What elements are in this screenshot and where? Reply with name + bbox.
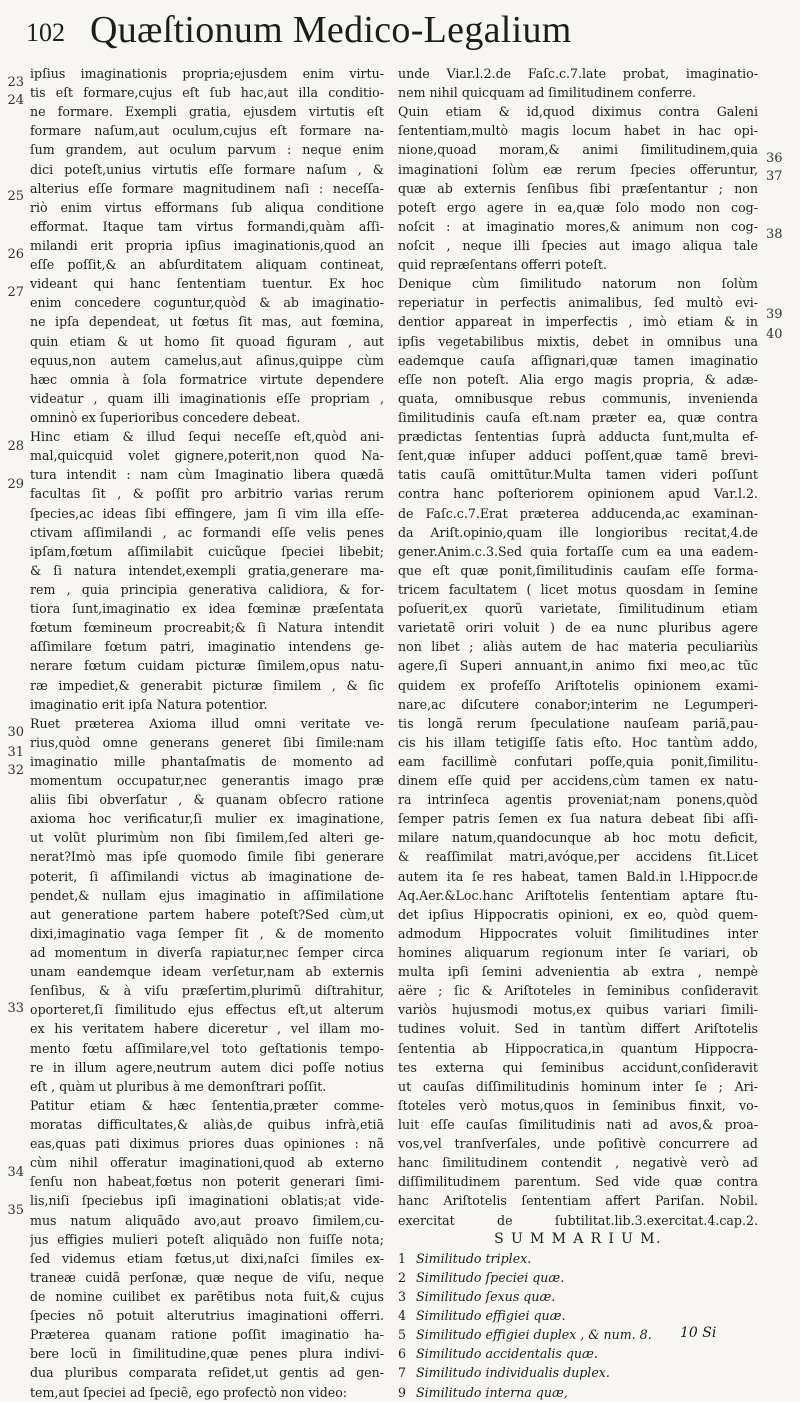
text-line: unde Viar.l.2.de Faſc.c.7.late probat, imaginatio- bbox=[398, 66, 758, 81]
text-line: ipſis vegetabilibus mixtis, debet in omnibus una bbox=[398, 333, 758, 349]
summary-heading: S U M M A R I U M. bbox=[494, 1230, 662, 1247]
summary-item bbox=[398, 1344, 758, 1363]
text-line: & reaſſimilat matri,avóque,per accidens ſit.Licet bbox=[398, 849, 758, 865]
text-line: quin etiam & ut homo ſit quoad figuram , aut bbox=[30, 333, 384, 349]
text-line: facultas ſit , & poſſit pro arbitrio varias rerum bbox=[30, 486, 384, 502]
text-line: luit eſſe cauſas ſimilitudinis nati ad avos,& proa- bbox=[398, 1117, 758, 1133]
text-line: quid repræſentans offerri poteſt. bbox=[398, 257, 607, 273]
text-line: Præterea quanam ratione poſſit imaginatio ha- bbox=[30, 1327, 384, 1343]
text-line: ſententia ab Hippocratica,in quantum Hippocra- bbox=[398, 1040, 758, 1056]
text-line: axioma hoc verificatur,ſi mulier ex imaginatione, bbox=[30, 811, 384, 827]
text-line: ſpecies nõ potuit alterutrius imaginationi offerri. bbox=[30, 1308, 384, 1324]
text-line: aëre ; ſic & Ariſtoteles in ſeminibus conſideravit bbox=[398, 983, 758, 999]
text-line: traneæ cuidã perſonæ, quæ neque de viſu, neque bbox=[30, 1269, 384, 1285]
text-line: tes externa qui ſeminibus accidunt,conſideravit bbox=[398, 1059, 758, 1075]
text-line: ſent,quæ inſuper adduci poſſent,quæ tamẽ brevi- bbox=[398, 448, 758, 464]
summary-item-number: 4 bbox=[398, 1308, 407, 1324]
text-line: imaginatio erit ipſa Natura potentior. bbox=[30, 696, 268, 712]
margin-number: 33 bbox=[7, 1001, 24, 1016]
text-line: nione,quoad moram,& animi ſimilitudinem,quia bbox=[398, 142, 758, 158]
text-line: & ſi natura intendet,exempli gratia,generare ma- bbox=[30, 562, 384, 578]
text-line: milandi erit propria ipſius imaginationis,quod an bbox=[30, 237, 384, 253]
text-line: ut volũt plurimùm non ſibi ſimilem,ſed alteri ge- bbox=[30, 830, 384, 846]
margin-number: 37 bbox=[766, 169, 783, 184]
margin-number: 38 bbox=[766, 227, 783, 242]
margin-number: 34 bbox=[7, 1165, 24, 1180]
text-line: tis longã rerum ſpeculatione nauſeam pariã,pau- bbox=[398, 715, 758, 731]
text-line: hanc ſimilitudinem contendit , negativè verò ad bbox=[398, 1155, 758, 1171]
text-line: moratas difficultates,& aliàs,de quibus infrà,etiã bbox=[30, 1117, 384, 1133]
summary-item bbox=[398, 1363, 758, 1382]
text-line: rius,quòd omne generans generet ſibi ſimile:nam bbox=[30, 734, 384, 750]
margin-number: 31 bbox=[7, 745, 24, 760]
text-line: omninò ex ſuperioribus concedere debeat. bbox=[30, 409, 301, 425]
margin-number: 24 bbox=[7, 93, 24, 108]
summary-item bbox=[398, 1306, 758, 1325]
summary-item bbox=[398, 1268, 758, 1287]
text-line: rem , quia principia generativa calidiora, & for- bbox=[30, 581, 384, 597]
text-line: multa ipſi ſemini advenientia ab extra , nempè bbox=[398, 964, 758, 980]
text-line: det ipſius Hippocratis opinioni, ex eo, quòd quem- bbox=[398, 906, 758, 922]
summary-item-text: Similitudo ſexus quæ. bbox=[416, 1289, 556, 1304]
text-line: unam eandemque ideam verſetur,nam ab externis bbox=[30, 964, 384, 980]
summary-item-number: 9 bbox=[398, 1384, 407, 1400]
text-line: momentum occupatur,nec generantis imago præ bbox=[30, 773, 384, 789]
text-line: cis his illam tetigiſſe ſatis eſto. Hoc tantùm addo, bbox=[398, 734, 758, 750]
summary-item-number: 6 bbox=[398, 1346, 407, 1362]
summary-item-text: Similitudo effigiei quæ. bbox=[416, 1308, 566, 1324]
text-line: que eſt quæ ponit,ſimilitudinis cauſam eſſe forma- bbox=[398, 562, 758, 578]
text-line: exercitat de ſubtilitat.lib.3.exercitat.4.cap.2. bbox=[398, 1212, 758, 1228]
text-line: de Faſc.c.7.Erat præterea adducenda,ac examinan- bbox=[398, 505, 758, 521]
text-line: fœtum fœmineum procreabit;& ſi Natura intendit bbox=[30, 620, 384, 636]
summary-item bbox=[398, 1383, 758, 1402]
right-text-column bbox=[398, 64, 758, 1402]
text-line: ipſius imaginationis propria;ejusdem enim virtu- bbox=[30, 66, 384, 81]
text-line: noſcit , neque illi ſpecies aut imago aliqua tale bbox=[398, 237, 758, 253]
page-number: 102 bbox=[26, 18, 65, 47]
text-line: eſſe poſſit,& an abſurditatem aliquam contineat, bbox=[30, 257, 384, 273]
text-line: tatis cauſã omittũtur.Multa tamen videri poſſunt bbox=[398, 467, 758, 483]
text-line: Denique cùm ſimilitudo natorum non ſolùm bbox=[398, 276, 758, 292]
text-line: pendet,& nullam ejus imaginatio in aſſimilatione bbox=[30, 887, 384, 903]
text-line: ne ipſa dependeat, ut fœtus ſit mas, aut fœmina, bbox=[30, 314, 384, 330]
text-line: milare natum,quandocunque ab hoc motu deficit, bbox=[398, 830, 758, 846]
text-line: ſenſibus, & à viſu præſertim,plurimũ diſtrahitur, bbox=[30, 983, 384, 999]
text-line: nem nihil quicquam ad ſimilitudinem conferre. bbox=[398, 85, 697, 101]
running-title: Quæſtionum Medico-Legalium bbox=[90, 9, 572, 51]
text-line: ſed videmus etiam fœtus,ut dixi,naſci ſimiles ex- bbox=[30, 1250, 384, 1266]
text-line: quata, omnibusque rebus communis, invenienda bbox=[398, 390, 758, 406]
text-line: ræ impediet,& generabit picturæ ſimilem , & ſic bbox=[30, 677, 384, 693]
text-line: quidem ex profeſſo Ariſtotelis opinionem exami- bbox=[398, 677, 758, 693]
text-line: Aq.Aer.&Loc.hanc Ariſtotelis ſententiam aptare ſtu- bbox=[398, 887, 758, 903]
text-line: ſenſu non habeat,fœtus non poterit generari ſimi- bbox=[30, 1174, 384, 1190]
text-line: Quin etiam & id,quod diximus contra Galeni bbox=[398, 104, 758, 120]
text-line: agere,ſi Superi annuant,in animo fixi meo,ac tũc bbox=[398, 658, 758, 674]
text-line: ut cauſas diſſimilitudinis hominum inter ſe ; Ari- bbox=[398, 1078, 758, 1094]
text-line: tis eſt formare,cujus eſt ſub hac,aut illa conditio- bbox=[30, 85, 384, 101]
text-line: formare naſum,aut oculum,cujus eſt formare na- bbox=[30, 123, 384, 139]
text-line: mal,quicquid volet gignere,poterit,non quod Na- bbox=[30, 448, 384, 464]
summary-item bbox=[398, 1249, 758, 1268]
text-line: quæ ab externis ſenſibus ſibi præſentantur ; non bbox=[398, 180, 758, 196]
text-line: dixi,imaginatio vaga ſemper ſit , & de momento bbox=[30, 925, 384, 941]
text-line: imaginatio mille phantaſmatis de momento ad bbox=[30, 753, 384, 769]
text-line: dua pluribus comparata reſidet,ut gentis ad gen- bbox=[30, 1365, 384, 1381]
text-line: ra intrinſeca agentis proveniat;nam ponens,quòd bbox=[398, 792, 758, 808]
summary-item-number: 7 bbox=[398, 1365, 407, 1381]
text-line: ad momentum in diverſa rapiatur,nec ſemper circa bbox=[30, 945, 384, 961]
summary-item bbox=[398, 1287, 758, 1306]
margin-number: 23 bbox=[7, 75, 24, 90]
text-line: Hinc etiam & illud ſequi neceſſe eſt,quòd ani- bbox=[30, 429, 384, 445]
text-line: oporteret,ſi ſimilitudo ejus effectus eſt,ut alterum bbox=[30, 1002, 384, 1018]
summary-item-text: Similitudo ſpeciei quæ. bbox=[416, 1269, 565, 1285]
text-line: ex his veritatem habere diceretur , vel illam mo- bbox=[30, 1021, 384, 1037]
text-line: ſpecies,ac ideas ſibi effingere, jam ſi vim illa eſſe- bbox=[30, 505, 384, 521]
left-margin-numbers bbox=[0, 66, 22, 1326]
text-line: tura intendit : nam cùm Imaginatio libera quædã bbox=[30, 467, 384, 483]
text-line: tricem facultatem ( licet motus quosdam in ſemine bbox=[398, 581, 758, 597]
text-line: cùm nihil offeratur imaginationi,quod ab externo bbox=[30, 1155, 384, 1171]
margin-number: 27 bbox=[7, 285, 24, 300]
text-line: videant qui hanc ſententiam tuentur. Ex hoc bbox=[30, 276, 384, 292]
text-line: ſum grandem, aut oculum parvum : neque enim bbox=[30, 142, 384, 158]
text-line: noſcit : at imaginatio mores,& animum non cog- bbox=[398, 218, 758, 234]
summary-item-number: 5 bbox=[398, 1327, 407, 1343]
text-line: non libet ; aliàs autem de hac materia peculiariùs bbox=[398, 639, 758, 655]
text-line: dinem eſſe quid per accidens,cùm tamen ex natu- bbox=[398, 773, 758, 789]
text-line: Ruet præterea Axioma illud omni veritate ve- bbox=[30, 715, 384, 731]
text-line: tudines voluit. Sed in tantùm differt Ariſtotelis bbox=[398, 1021, 758, 1037]
text-line: aſſimilare fœtum patri, imaginatio intendens ge- bbox=[30, 639, 384, 655]
summary-item-text: Similitudo accidentalis quæ. bbox=[416, 1346, 598, 1362]
text-line: poteſt ergo agere in ea,quæ ſolo modo non cog- bbox=[398, 199, 758, 215]
text-line: ſententiam,multò magis locum habet in hac opi- bbox=[398, 123, 758, 139]
summary-item-number: 2 bbox=[398, 1269, 407, 1285]
text-line: variòs hujusmodi motus,ex quibus variari ſimili- bbox=[398, 1002, 758, 1018]
text-line: bere locũ in ſimilitudine,quæ penes plura indivi- bbox=[30, 1346, 384, 1362]
text-line: riò enim virtus efformans ſub aliqua conditione bbox=[30, 199, 384, 215]
text-line: ſemper patris ſemen ex ſua natura debeat ſibi aſſi- bbox=[398, 811, 758, 827]
text-line: varietatẽ oriri voluit ) de ea nunc pluribus agere bbox=[398, 620, 758, 636]
margin-number: 39 bbox=[766, 307, 783, 322]
text-line: eas,quas pati diximus priores duas opiniones : nã bbox=[30, 1136, 384, 1152]
text-line: poterit, ſi aſſimilandi victus ab imaginatione de- bbox=[30, 868, 384, 884]
text-line: efformat. Itaque tam virtus formandi,quàm aſſi- bbox=[30, 218, 384, 234]
text-line: tiora ſunt,imaginatio ex idea fœminæ præſentata bbox=[30, 601, 384, 617]
text-line: contra hanc poſteriorem opinionem apud Var.l.2. bbox=[398, 486, 758, 502]
text-line: imaginationi ſolùm eæ rerum ſpecies offeruntur, bbox=[398, 161, 758, 177]
margin-number: 40 bbox=[766, 327, 783, 342]
text-line: admodum Hippocrates voluit ſimilitudines inter bbox=[398, 925, 758, 941]
margin-number: 26 bbox=[7, 247, 24, 262]
text-line: equus,non autem camelus,aut aſinus,quippe cùm bbox=[30, 352, 384, 368]
text-line: alterius eſſe formare magnitudinem naſi : neceſſa- bbox=[30, 180, 384, 196]
text-line: vos,vel tranſverſales, unde poſitivè concurrere ad bbox=[398, 1136, 758, 1152]
text-line: homines aliquarum regionum inter ſe variari, ob bbox=[398, 945, 758, 961]
margin-number: 30 bbox=[7, 725, 24, 740]
text-line: reperiatur in perfectis animalibus, ſed multò evi- bbox=[398, 295, 758, 311]
margin-number: 25 bbox=[7, 189, 24, 204]
summary-item-text: Similitudo triplex. bbox=[416, 1250, 532, 1266]
summary-item-text: Similitudo effigiei duplex , & num. 8. bbox=[416, 1327, 652, 1343]
summary-item-text: Similitudo interna quæ, bbox=[416, 1384, 568, 1400]
margin-number: 36 bbox=[766, 151, 783, 166]
margin-number: 28 bbox=[7, 439, 24, 454]
text-line: aut generatione partem habere poteſt?Sed cùm,ut bbox=[30, 906, 384, 922]
text-line: de nomine cuilibet ex parẽtibus nota fuit,& cujus bbox=[30, 1289, 384, 1304]
text-line: videatur , quam illi imaginationis eſſe propriam , bbox=[30, 390, 384, 406]
text-line: eſſe non poteſt. Alia ergo magis propria, & adæ- bbox=[398, 371, 758, 387]
text-line: eam facillimè confutari poſſe,quia ponit,ſimilitu- bbox=[398, 753, 758, 769]
text-line: dici poteſt,unius virtutis eſſe formare naſum , & bbox=[30, 161, 384, 177]
text-line: prædictas ſententias ſuprà adducta ſunt,multa ef- bbox=[398, 429, 758, 445]
text-line: ſtoteles verò motus,quos in ſeminibus finxit, vo- bbox=[398, 1097, 758, 1113]
text-line: poſuerit,ex quorũ varietate, ſimilitudinum etiam bbox=[398, 601, 758, 617]
margin-number: 35 bbox=[7, 1203, 24, 1218]
margin-number: 32 bbox=[7, 763, 24, 778]
text-line: lis,niſi ſpeciebus ipſi imaginationi oblatis;at vide- bbox=[30, 1193, 384, 1209]
summary-item-number: 3 bbox=[398, 1289, 407, 1304]
text-line: enim concedere coguntur,quòd & ab imaginatio- bbox=[30, 295, 384, 311]
text-line: gener.Anim.c.3.Sed quia fortaſſe cum ea una eadem- bbox=[398, 543, 758, 559]
text-line: ſimilitudinis cauſa eſt.nam præter ea, quæ contra bbox=[398, 409, 758, 425]
summary-item-text: Similitudo individualis duplex. bbox=[416, 1365, 610, 1381]
summary-item-number: 1 bbox=[398, 1250, 407, 1266]
text-line: tem,aut ſpeciei ad ſpeciẽ, ego profectò non video: bbox=[30, 1384, 348, 1400]
text-line: eademque cauſa aſſignari,quæ tamen imaginatio bbox=[398, 352, 758, 368]
margin-number: 29 bbox=[7, 477, 24, 492]
text-line: re in illum agere,neutrum autem dici poſſe notius bbox=[30, 1059, 384, 1075]
text-line: dentior appareat in imperfectis , imò etiam & in bbox=[398, 314, 758, 330]
text-line: mus natum aliquãdo avo,aut proavo ſimilem,cu- bbox=[30, 1212, 384, 1228]
text-line: jus effigies mulieri poteſt aliquãdo non fuiſſe nota; bbox=[30, 1231, 384, 1247]
text-line: autem ita ſe res habeat, tamen Bald.in l.Hippocr.de bbox=[398, 868, 758, 884]
text-line: diſſimilitudinem parentum. Sed vide quæ contra bbox=[398, 1174, 758, 1190]
text-line: nare,ac diſcutere conabor;interim ne Legumperi- bbox=[398, 696, 758, 712]
text-line: nerare fœtum cuidam picturæ ſimilem,opus natu- bbox=[30, 658, 384, 674]
text-line: hæc omnia à ſola formatrice virtute dependere bbox=[30, 371, 384, 387]
text-line: Patitur etiam & hæc ſententia,præter comme- bbox=[30, 1097, 384, 1113]
text-line: ctivam aſſimilandi , ac formandi eſſe velis penes bbox=[30, 524, 384, 540]
catchword: 10 Si bbox=[680, 1325, 717, 1341]
text-line: eſt , quàm ut pluribus à me demonſtrari poſſit. bbox=[30, 1078, 327, 1094]
right-margin-numbers bbox=[764, 66, 794, 1326]
text-line: ipſam,fœtum aſſimilabit cuicũque ſpeciei libebit; bbox=[30, 543, 384, 559]
text-line: ne formare. Exempli gratia, ejusdem virtutis eſt bbox=[30, 104, 384, 120]
text-line: mento fœtu aſſimilare,vel toto geſtationis tempo- bbox=[30, 1040, 384, 1056]
text-line: nerat?Imò mas ipſe quomodo ſimile ſibi generare bbox=[30, 849, 384, 865]
text-line: aliis ſibi obverſatur , & quanam obſecro ratione bbox=[30, 792, 384, 808]
text-line: hanc Ariſtotelis ſententiam affert Pariſan. Nobil. bbox=[398, 1193, 758, 1209]
left-text-column bbox=[30, 64, 384, 1402]
page-header bbox=[26, 8, 786, 56]
text-line: da Ariſt.opinio,quam ille longioribus recitat,4.de bbox=[398, 524, 758, 540]
